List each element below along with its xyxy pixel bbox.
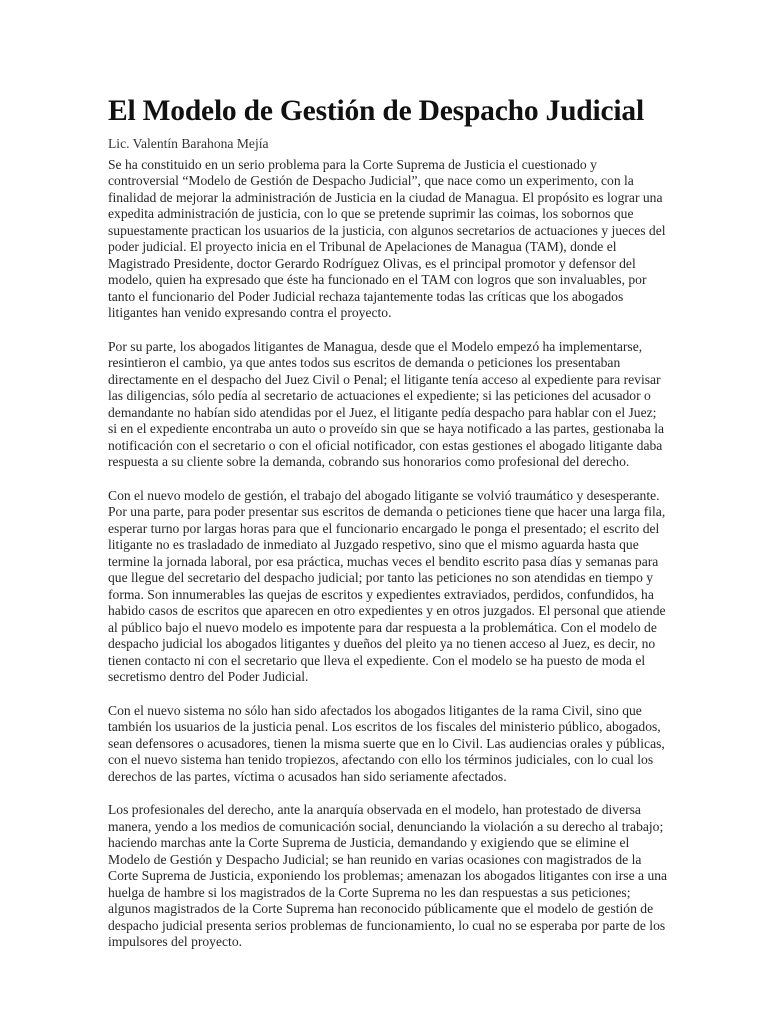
- paragraph-1: Se ha constituido en un serio problema para la Corte Suprema de Justicia el cuestionado y controversial “Modelo de Gestión de Despacho Judicial”, que nace como un experimento, con la finalidad de mejorar la administración de Justicia en la ciudad de Managua. El propósito es lograr una expedita administración de justicia, con lo que se pretende suprimir las coimas, los sobornos que supuestamente practican los usuarios de la justicia, con algunos secretarios de actuaciones y jueces del poder judicial. El proyecto inicia en el Tribunal de Apelaciones de Managua (TAM), donde el Magistrado Presidente, doctor Gerardo Rodríguez Olivas, es el principal promotor y defensor del modelo, quien ha expresado que éste ha funcionado en el TAM con logros que son invaluables, por tanto el funcionario del Poder Judicial rechaza tajantemente todas las críticas que los abogados litigantes han venido expresando contra el proyecto.: [108, 156, 666, 320]
- paragraph-2: Por su parte, los abogados litigantes de Managua, desde que el Modelo empezó ha implementarse, resintieron el cambio, ya que antes todos sus escritos de demanda o peticiones los presentaban directamente en el despacho del Juez Civil o Penal; el litigante tenía acceso al expediente para revisar las diligencias, sólo pedía al secretario de actuaciones el expediente; si las peticiones del acusador o demandante no habían sido atendidas por el Juez, el litigante pedía despacho para hablar con el Juez; si en el expediente encontraba un auto o proveído sin que se haya notificado a las partes, gestionaba la notificación con el secretario o con el oficial notificador, con estas gestiones el abogado litigante daba respuesta a su cliente sobre la demanda, cobrando sus honorarios como profesional del derecho.: [108, 338, 665, 469]
- document-page: [108, 92, 668, 968]
- author-line: Lic. Valentín Barahona Mejía: [108, 136, 269, 151]
- paragraph-4: Con el nuevo sistema no sólo han sido afectados los abogados litigantes de la rama Civil, sino que también los usuarios de la justicia penal. Los escritos de los fiscales del ministerio público, abogados, sean defensores o acusadores, tienen la misma suerte que en lo Civil. Las audiencias orales y públicas, con el nuevo sistema han tenido tropiezos, afectando con ello los términos judiciales, con lo cual los derechos de las partes, víctima o acusados han sido seriamente afectados.: [108, 702, 665, 784]
- document-title: El Modelo de Gestión de Despacho Judicial: [108, 95, 644, 127]
- paragraph-3: Con el nuevo modelo de gestión, el trabajo del abogado litigante se volvió traumático y desesperante. Por una parte, para poder presentar sus escritos de demanda o peticiones tiene que hacer una larga fila, esperar turno por largas horas para que el funcionario encargado le ponga el presentado; el escrito del litigante no es trasladado de inmediato al Juzgado respetivo, sino que el mismo aguarda hasta que termine la jornada laboral, por esa práctica, muchas veces el bendito escrito pasa días y semanas para que llegue del secretario del despacho judicial; por tanto las peticiones no son atendidas en tiempo y forma. Son innumerables las quejas de escritos y expedientes extraviados, perdidos, confundidos, ha habido casos de escritos que aparecen en otro expedientes y en otros juzgados. El personal que atiende al público bajo el nuevo modelo es impotente para dar respuesta a la problemática. Con el modelo de despacho judicial los abogados litigantes y dueños del pleito ya no tienen acceso al Juez, es decir, no tienen contacto ni con el secretario que lleva el expediente. Con el modelo se ha puesto de moda el secretismo dentro del Poder Judicial.: [108, 487, 666, 684]
- paragraph-5: Los profesionales del derecho, ante la anarquía observada en el modelo, han protestado de diversa manera, yendo a los medios de comunicación social, denunciando la violación a su derecho al trabajo; haciendo marchas ante la Corte Suprema de Justicia, demandando y exigiendo que se elimine el Modelo de Gestión y Despacho Judicial; se han reunido en varias ocasiones con magistrados de la Corte Suprema de Justicia, exponiendo los problemas; amenazan los abogados litigantes con irse a una huelga de hambre si los magistrados de la Corte Suprema no les dan respuestas a sus peticiones; algunos magistrados de la Corte Suprema han reconocido públicamente que el modelo de gestión de despacho judicial presenta serios problemas de funcionamiento, lo cual no se esperaba por parte de los impulsores del proyecto.: [108, 802, 668, 949]
